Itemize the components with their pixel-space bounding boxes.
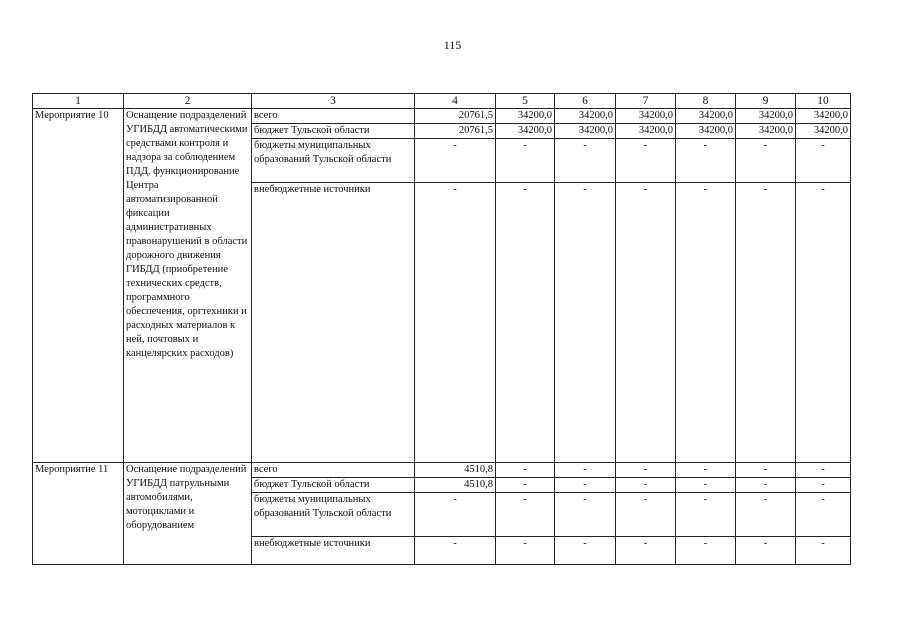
- value-cell: 34200,0: [496, 124, 555, 139]
- measure-name: Мероприятие 10: [33, 109, 124, 463]
- value-cell: -: [496, 139, 555, 183]
- budget-table: [32, 93, 851, 565]
- value-cell: -: [676, 139, 736, 183]
- column-header: 10: [796, 94, 851, 109]
- value-cell: 4510,8: [415, 478, 496, 493]
- value-cell: -: [736, 183, 796, 463]
- value-cell: -: [736, 537, 796, 565]
- value-cell: 34200,0: [616, 109, 676, 124]
- table-row: [33, 463, 851, 478]
- value-cell: -: [555, 139, 616, 183]
- value-cell: 34200,0: [676, 109, 736, 124]
- value-cell: -: [676, 183, 736, 463]
- measure-description: Оснащение подразделений УГИБДД автоматическими средствами контроля и надзора за соблюдением ПДД, функционирование Центра автоматизированной фиксации административных правонарушений в области дорожного движения ГИБДД (приобретение технических средств, программного обеспечения, оргтехники и расходных материалов к ней, почтовых и канцелярских расходов): [124, 109, 252, 463]
- value-cell: -: [415, 537, 496, 565]
- value-cell: 20761,5: [415, 109, 496, 124]
- value-cell: -: [555, 493, 616, 537]
- measure-name: Мероприятие 11: [33, 463, 124, 565]
- value-cell: 34200,0: [555, 124, 616, 139]
- value-cell: 34200,0: [496, 109, 555, 124]
- value-cell: -: [736, 463, 796, 478]
- value-cell: -: [796, 139, 851, 183]
- value-cell: 34200,0: [555, 109, 616, 124]
- column-header: 8: [676, 94, 736, 109]
- value-cell: -: [616, 537, 676, 565]
- value-cell: -: [796, 463, 851, 478]
- column-header: 1: [33, 94, 124, 109]
- funding-source: бюджеты муниципальных образований Тульской области: [252, 493, 415, 537]
- funding-source: бюджеты муниципальных образований Тульской области: [252, 139, 415, 183]
- value-cell: -: [496, 183, 555, 463]
- measure-description: Оснащение подразделений УГИБДД патрульными автомобилями, мотоциклами и оборудованием: [124, 463, 252, 565]
- value-cell: -: [555, 463, 616, 478]
- value-cell: -: [796, 537, 851, 565]
- value-cell: -: [555, 183, 616, 463]
- value-cell: -: [415, 493, 496, 537]
- value-cell: 34200,0: [736, 109, 796, 124]
- column-header: 3: [252, 94, 415, 109]
- value-cell: -: [555, 537, 616, 565]
- value-cell: -: [616, 139, 676, 183]
- column-header: 4: [415, 94, 496, 109]
- value-cell: -: [796, 478, 851, 493]
- column-header: 6: [555, 94, 616, 109]
- value-cell: -: [415, 139, 496, 183]
- value-cell: -: [496, 478, 555, 493]
- funding-source: внебюджетные источники: [252, 183, 415, 463]
- column-header: 2: [124, 94, 252, 109]
- value-cell: 34200,0: [796, 109, 851, 124]
- value-cell: 34200,0: [796, 124, 851, 139]
- value-cell: -: [616, 463, 676, 478]
- value-cell: -: [676, 478, 736, 493]
- funding-source: бюджет Тульской области: [252, 478, 415, 493]
- value-cell: 4510,8: [415, 463, 496, 478]
- value-cell: -: [616, 478, 676, 493]
- value-cell: -: [496, 493, 555, 537]
- page-number: 115: [443, 38, 462, 52]
- funding-source: внебюджетные источники: [252, 537, 415, 565]
- funding-source: бюджет Тульской области: [252, 124, 415, 139]
- table-header-row: [33, 94, 851, 109]
- funding-source: всего: [252, 109, 415, 124]
- value-cell: 34200,0: [736, 124, 796, 139]
- value-cell: 34200,0: [616, 124, 676, 139]
- column-header: 9: [736, 94, 796, 109]
- value-cell: -: [796, 183, 851, 463]
- table-row: [33, 109, 851, 124]
- value-cell: -: [616, 183, 676, 463]
- value-cell: 34200,0: [676, 124, 736, 139]
- value-cell: -: [676, 493, 736, 537]
- value-cell: -: [496, 537, 555, 565]
- value-cell: 20761,5: [415, 124, 496, 139]
- value-cell: -: [496, 463, 555, 478]
- value-cell: -: [676, 463, 736, 478]
- value-cell: -: [415, 183, 496, 463]
- value-cell: -: [555, 478, 616, 493]
- column-header: 7: [616, 94, 676, 109]
- value-cell: -: [736, 478, 796, 493]
- column-header: 5: [496, 94, 555, 109]
- value-cell: -: [616, 493, 676, 537]
- funding-source: всего: [252, 463, 415, 478]
- value-cell: -: [796, 493, 851, 537]
- value-cell: -: [736, 139, 796, 183]
- value-cell: -: [676, 537, 736, 565]
- value-cell: -: [736, 493, 796, 537]
